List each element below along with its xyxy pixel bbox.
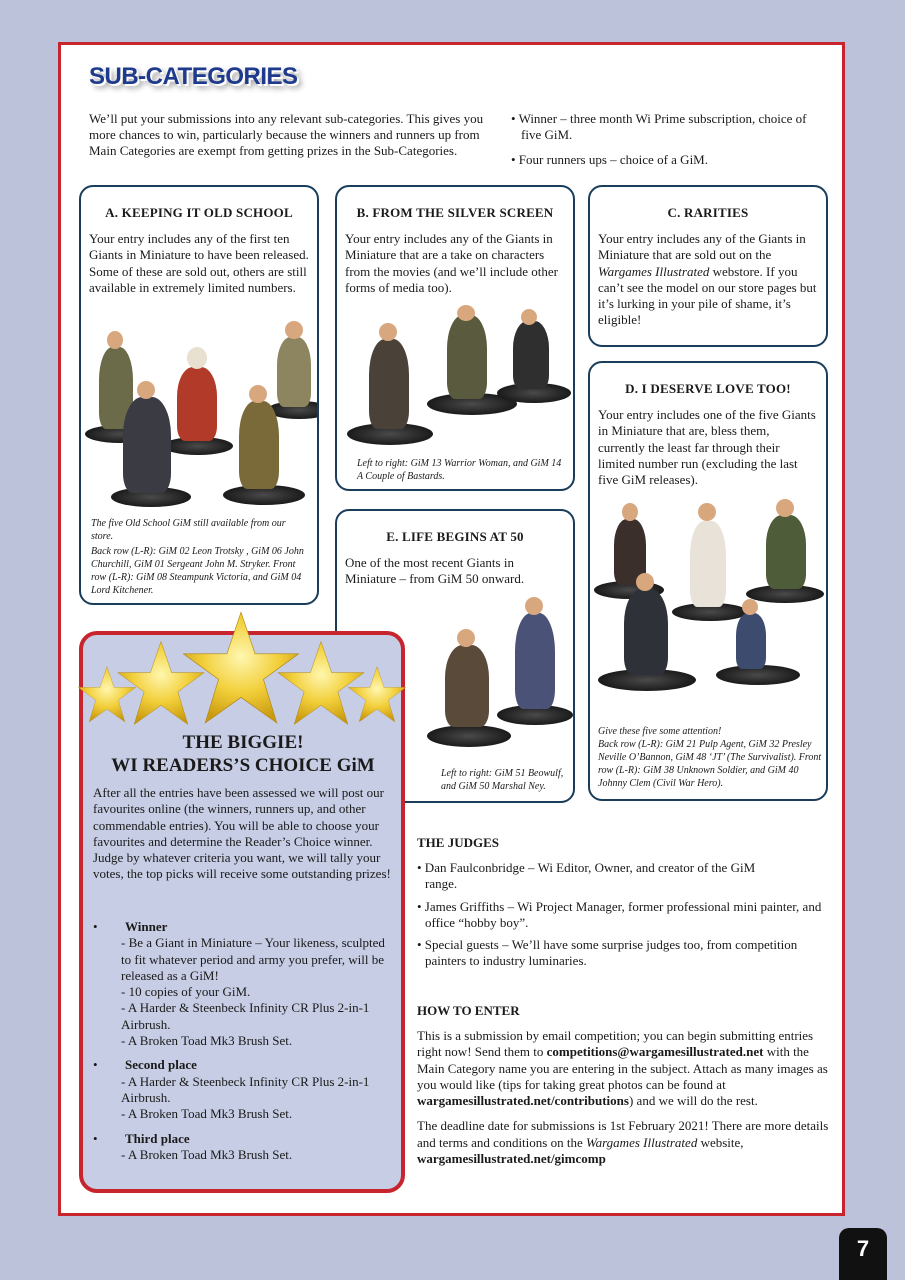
contributions-link[interactable]: wargamesillustrated.net/contributions <box>417 1093 629 1109</box>
judges-section <box>417 835 827 970</box>
category-d-caption-2: Back row (L-R): GiM 21 Pulp Agent, GiM 32 Presley Neville O’Bannon, GiM 48 ‘JT’ (The Survivalist). Front row (L-R): GiM 38 Unknown Soldier, and GiM 40 Johnny Clem (Civil War Hero). <box>598 739 822 789</box>
how-to-enter-heading: HOW TO ENTER <box>417 1003 520 1018</box>
category-d-title: D. I DESERVE LOVE TOO! <box>625 381 791 396</box>
category-b-text: Your entry includes any of the Giants in Miniature that are a take on characters from the movies (and we’ll include other forms of media too). <box>345 231 558 295</box>
judges-heading: THE JUDGES <box>417 835 499 850</box>
biggie-subtitle: WI READERS’S CHOICE GiM <box>111 755 375 776</box>
silver-screen-miniatures-photo <box>337 305 573 455</box>
sub-prize-winner: • Winner – three month Wi Prime subscription, choice of five GiM. <box>511 111 807 142</box>
category-box-a <box>79 185 319 605</box>
category-b-caption: Left to right: GiM 13 Warrior Woman, and GiM 14 A Couple of Bastards. <box>357 458 562 482</box>
life-begins-miniatures-photo <box>427 585 575 761</box>
page-number: 7 <box>839 1228 887 1280</box>
intro-text: We’ll put your submissions into any relevant sub-categories. This gives you more chances to win, particularly because the winners and runners up from Main Categories are exempt from getting prizes in the Sub-Categories. <box>89 111 484 158</box>
how-to-enter-section <box>417 1003 831 1167</box>
judge-item: • James Griffiths – Wi Project Manager, former professional mini painter, and office “hobby boy”. <box>417 898 822 930</box>
category-b-title: B. FROM THE SILVER SCREEN <box>356 205 554 220</box>
category-d-text: Your entry includes one of the five Giants in Miniature that are, bless them, currently the least far through their limited number run (excluding the last five GiM releases). <box>598 407 816 488</box>
category-d-caption-1: Give these five some attention! <box>598 726 722 737</box>
category-box-d <box>588 361 828 801</box>
category-a-caption-2: Back row (L-R): GiM 02 Leon Trotsky , GiM 06 John Churchill, GiM 01 Sergeant John M. Stryker. Front row (L-R): GiM 08 Steampunk Victoria, and GiM 04 Lord Kitchener. <box>91 546 304 596</box>
biggie-third-lines: - A Broken Toad Mk3 Brush Set. <box>121 1146 293 1162</box>
deadline-text: The deadline date for submissions is 1st February 2021! There are more details and terms and conditions on the Wargames Illustrated website, wargamesillustrated.net/gimcomp <box>417 1118 829 1167</box>
category-a-title: A. KEEPING IT OLD SCHOOL <box>105 205 293 220</box>
page <box>58 42 845 1216</box>
category-a-text: Your entry includes any of the first ten Giants in Miniature to have been released. Some of these are sold out, others are still available in extremely limited numbers. <box>89 231 309 295</box>
judge-item: • Dan Faulconbridge – Wi Editor, Owner, and creator of the GiM range. <box>417 860 756 892</box>
page-title: SUB-CATEGORIES <box>89 63 298 90</box>
category-e-caption: Left to right: GiM 51 Beowulf, and GiM 50 Marshal Ney. <box>441 768 564 792</box>
biggie-text: After all the entries have been assessed we will post our favourites online (the winners, runners up, and other commendable entries). You will be able to choose your favourites and determine the Reader’s Choice winner. Judge by whatever criteria you want, we will tally your votes, the top picks will receive some outstanding prizes! <box>93 785 391 882</box>
biggie-third-label: • Third place <box>93 1130 190 1146</box>
category-c-text: Your entry includes any of the Giants in Miniature that are sold out on the Wargames Illustrated webstore. If you can’t see the model on our store pages but it’s lurking in your pile of shame, it’s eligible! <box>598 231 817 328</box>
category-box-b <box>335 185 575 491</box>
how-to-enter-text: This is a submission by email competition; you can begin submitting entries right now! Send them to competitions@wargamesillustrated.net with the Main Category name you are entering in the subject. Attach as many images as you would like (tips for taking great photos can be found at wargamesillustrated.net/contributions) and we will do the rest. <box>417 1028 828 1109</box>
gimcomp-link[interactable]: wargamesillustrated.net/gimcomp <box>417 1151 606 1167</box>
category-e-title: E. LIFE BEGINS AT 50 <box>386 529 524 544</box>
biggie-winner-label: • Winner <box>93 919 168 934</box>
deserve-love-miniatures-photo <box>590 493 826 713</box>
star-icon <box>78 612 406 724</box>
category-box-c <box>588 185 828 347</box>
biggie-prizes <box>93 919 393 1163</box>
judge-item: • Special guests – We’ll have some surprise judges too, from competition painters to industry luminaries. <box>417 937 798 969</box>
biggie-second-lines: - A Harder & Steenbeck Infinity CR Plus 2-in-1 Airbrush. - A Broken Toad Mk3 Brush Set. <box>121 1073 370 1122</box>
category-c-title: C. RARITIES <box>667 205 749 220</box>
category-a-caption-1: The five Old School GiM still available from our store. <box>91 518 286 542</box>
sub-prizes <box>511 111 821 168</box>
biggie-title: THE BIGGIE! <box>182 732 304 753</box>
stars-graphic <box>75 607 407 733</box>
old-school-miniatures-photo <box>81 317 317 517</box>
sub-prize-runners: • Four runners ups – choice of a GiM. <box>511 152 708 167</box>
category-e-text: One of the most recent Giants in Miniature – from GiM 50 onward. <box>345 555 525 587</box>
email-link[interactable]: competitions@wargamesillustrated.net <box>546 1044 764 1060</box>
biggie-second-label: • Second place <box>93 1057 197 1073</box>
biggie-winner-lines: - Be a Giant in Miniature – Your likeness, sculpted to fit whatever period and army you prefer, will be released as a GiM! - 10 copies of your GiM. - A Harder & Steenbeck Infinity CR Plus 2-in-1 Airbrush. - A Broken Toad Mk3 Brush Set. <box>121 935 385 1049</box>
